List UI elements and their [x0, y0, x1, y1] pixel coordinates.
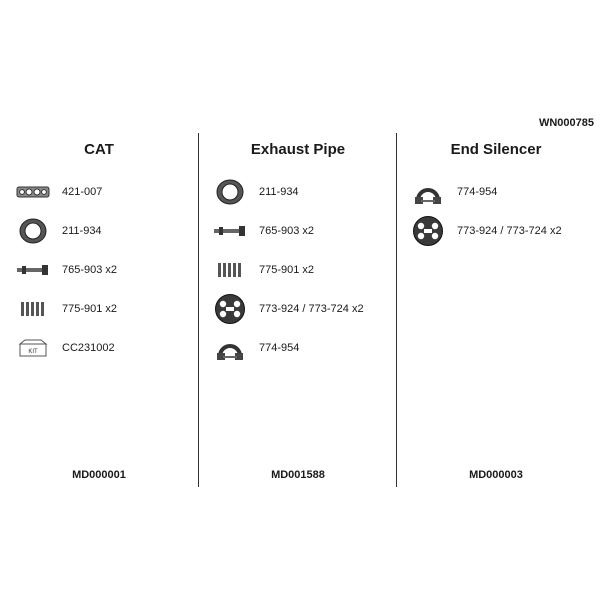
list-item — [16, 177, 102, 207]
column-code: MD001588 — [271, 469, 325, 481]
reference-number: WN000785 — [538, 117, 594, 129]
part-number: 774-954 — [457, 186, 498, 198]
list-item — [16, 294, 117, 324]
list-item — [16, 333, 115, 363]
bolt-icon — [16, 255, 50, 285]
list-item — [16, 216, 102, 246]
svg-text:KIT: KIT — [28, 349, 38, 355]
column-code: MD000003 — [469, 469, 523, 481]
part-number: 421-007 — [62, 186, 103, 198]
column-title: CAT — [84, 141, 114, 158]
clamp-icon — [213, 333, 247, 363]
part-number: 774-954 — [259, 342, 300, 354]
column-exhaust-pipe — [198, 133, 397, 487]
spring-icon — [16, 294, 50, 324]
rubber-mount-icon — [213, 294, 247, 324]
list-item — [213, 333, 299, 363]
list-item — [411, 216, 562, 246]
kit-icon — [16, 333, 50, 363]
part-number: 211-934 — [62, 225, 102, 237]
part-number: 773-924 / 773-724 x2 — [259, 303, 364, 315]
part-number: 765-903 x2 — [62, 264, 118, 276]
column-end-silencer — [396, 133, 595, 487]
list-item — [411, 177, 497, 207]
part-number: 775-901 x2 — [62, 303, 118, 315]
gasket-icon — [16, 177, 50, 207]
clamp-icon — [411, 177, 445, 207]
column-code: MD000001 — [72, 469, 126, 481]
part-number: 211-934 — [259, 186, 299, 198]
list-item — [213, 294, 364, 324]
bolt-icon — [213, 216, 247, 246]
list-item — [16, 255, 117, 285]
ring-icon — [16, 216, 50, 246]
part-number: CC231002 — [62, 342, 115, 354]
list-item — [213, 255, 314, 285]
column-cat — [0, 133, 198, 487]
list-item — [213, 216, 314, 246]
part-number: 773-924 / 773-724 x2 — [457, 225, 562, 237]
part-number: 775-901 x2 — [259, 264, 315, 276]
rubber-mount-icon — [411, 216, 445, 246]
ring-icon — [213, 177, 247, 207]
spring-icon — [213, 255, 247, 285]
column-title: End Silencer — [450, 141, 542, 158]
part-number: 765-903 x2 — [259, 225, 315, 237]
list-item — [213, 177, 299, 207]
column-title: Exhaust Pipe — [250, 141, 346, 158]
